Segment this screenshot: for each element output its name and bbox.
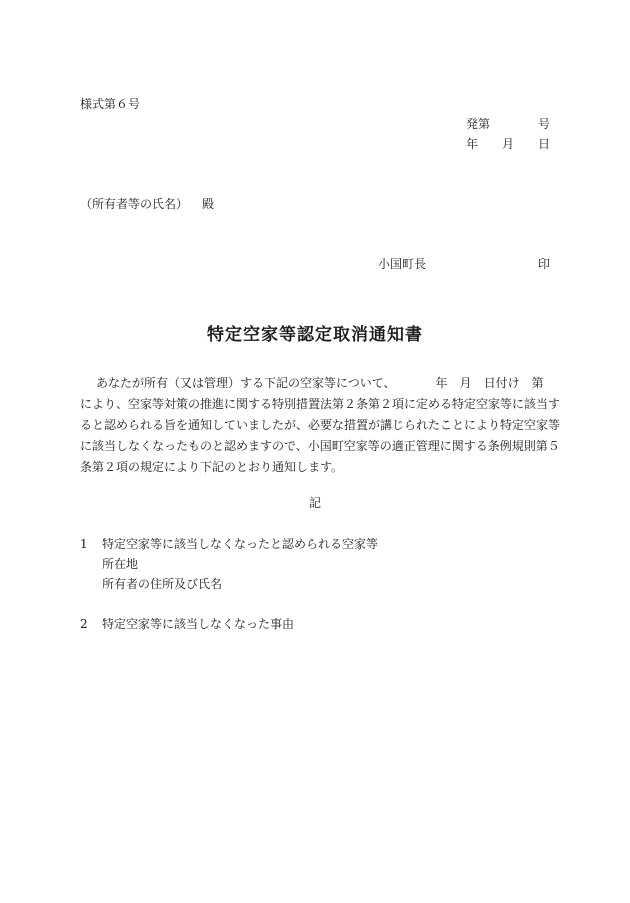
item-number: 2 (80, 617, 88, 631)
body-year-label: 年 (435, 376, 448, 390)
issue-prefix: 発第 (465, 117, 490, 131)
body-line-2: により、空家等対策の推進に関する特別措置法第２条第２項に定める特定空家等に該当す (80, 397, 561, 411)
issue-date-line (466, 138, 550, 150)
body-line-3: ると認められる旨を通知していましたが、必要な措置が講じられたことにより特定空家等 (80, 418, 561, 432)
document-title: 特定空家等認定取消通知書 (207, 325, 423, 345)
list-item (80, 538, 378, 550)
item-text: 特定空家等に該当しなくなったと認められる空家等 (102, 537, 379, 551)
addressee-honorific: 殿 (202, 197, 215, 211)
sender-title: 小国町長 (377, 257, 426, 271)
body-month-label: 月 (459, 376, 472, 390)
body-line-5: 条第２項の規定により下記のとおり通知します。 (80, 460, 344, 474)
sub-item-owner: 所有者の住所及び氏名 (102, 577, 223, 591)
date-month-label: 月 (501, 137, 514, 151)
addressee-name: （所有者等の氏名） (80, 197, 189, 211)
body-day-label: 日付け (483, 376, 520, 390)
ki-heading: 記 (308, 496, 321, 510)
sender-line (378, 258, 550, 270)
seal-mark: 印 (537, 257, 550, 271)
sub-item-location: 所在地 (102, 557, 139, 571)
notice-body (80, 376, 561, 482)
body-line-4: に該当しなくなったものと認めますので、小国町空家等の適正管理に関する条例規則第５ (80, 439, 560, 453)
date-day-label: 日 (537, 137, 550, 151)
issue-suffix: 号 (537, 117, 550, 131)
addressee-line (80, 198, 214, 210)
body-number-label: 第 (531, 376, 544, 390)
item-number: 1 (80, 537, 88, 551)
body-line-1 (80, 377, 552, 398)
item-text: 特定空家等に該当しなくなった事由 (102, 617, 295, 631)
list-item (80, 618, 294, 630)
body-line-1-text: あなたが所有（又は管理）する下記の空家等について、 (96, 376, 396, 390)
form-number: 様式第６号 (80, 97, 141, 111)
issue-number-line (466, 118, 550, 130)
date-year-label: 年 (465, 137, 478, 151)
